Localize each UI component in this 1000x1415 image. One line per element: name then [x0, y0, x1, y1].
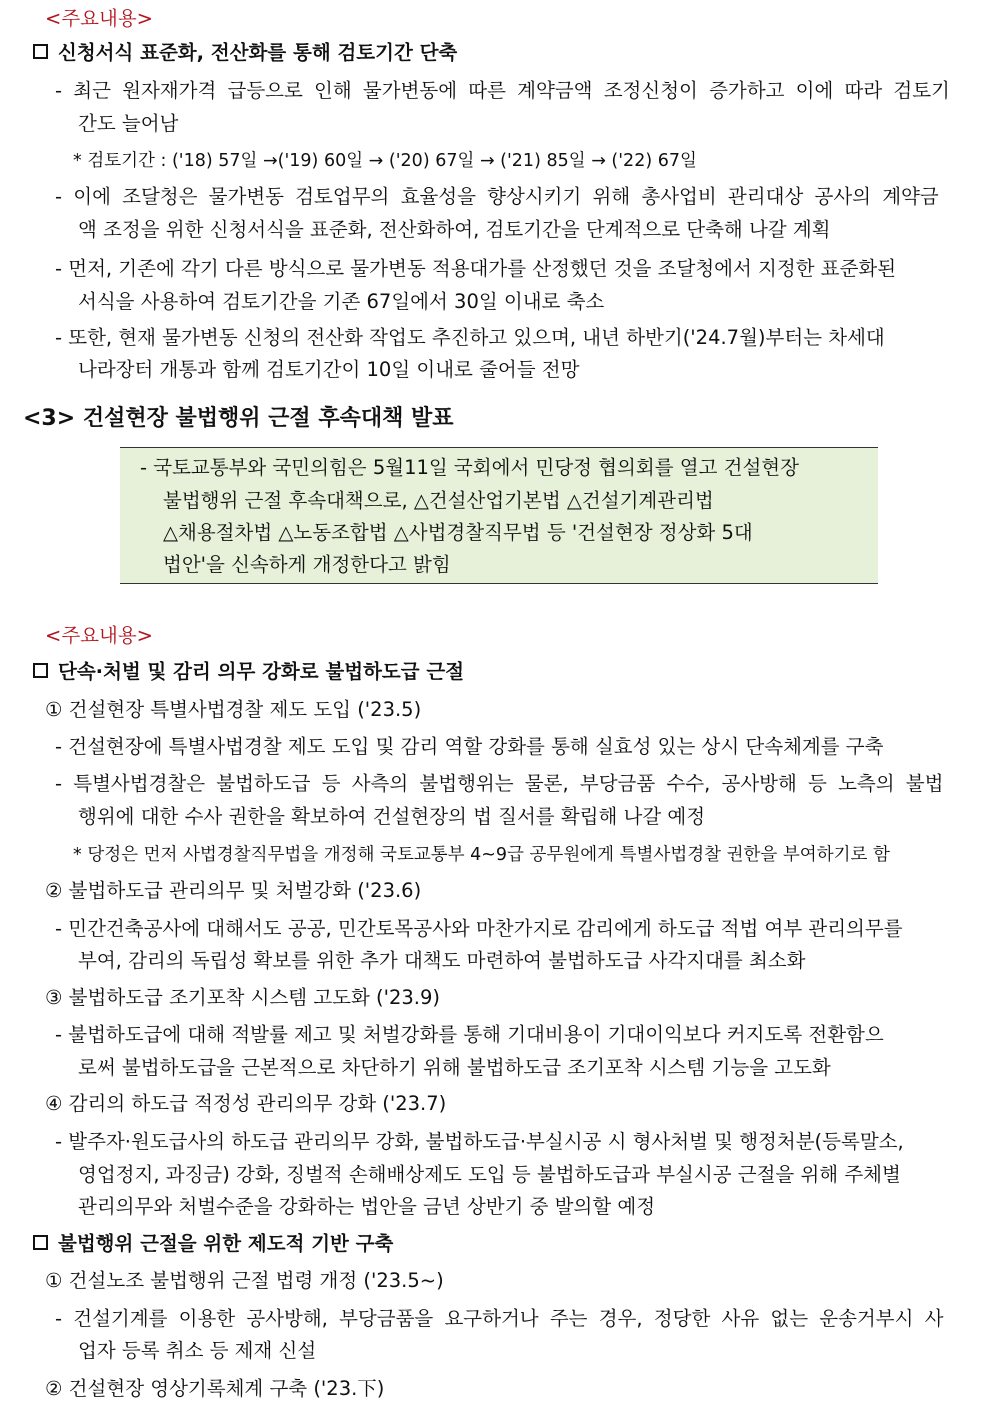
bullet-heading	[33, 40, 457, 66]
text-line: - 건설기계를 이용한 공사방해, 부당금품을 요구하거나 주는 경우, 정당한 사유 없는 운송거부시 사	[55, 1307, 944, 1330]
text-line: 액 조정을 위한 신청서식을 표준화, 전산화하여, 검토기간을 단계적으로 단축해 나갈 계획	[78, 218, 831, 241]
numbered-item: ④ 감리의 하도급 적정성 관리의무 강화 ('23.7)	[45, 1092, 447, 1115]
bullet-title: 단속·처벌 및 감리 의무 강화로 불법하도급 근절	[58, 660, 465, 683]
bullet-title: 신청서식 표준화, 전산화를 통해 검토기간 단축	[58, 41, 458, 64]
text-line: 영업정지, 과징금) 강화, 징벌적 손해배상제도 도입 등 불법하도급과 부실시공 근절을 위해 주체별	[78, 1163, 901, 1186]
text-line: - 이에 조달청은 물가변동 검토업무의 효율성을 향상시키기 위해 총사업비 관리대상 공사의 계약금	[55, 185, 939, 208]
text-line: 나라장터 개통과 함께 검토기간이 10일 이내로 줄어들 전망	[78, 358, 580, 381]
bullet-heading	[33, 1231, 393, 1257]
text-line: - 민간건축공사에 대해서도 공공, 민간토목공사와 마찬가지로 감리에게 하도급 적법 여부 관리의무를	[55, 917, 903, 940]
footnote-line: * 검토기간 : ('18) 57일 →('19) 60일 → ('20) 67일 → ('21) 85일 → ('22) 67일	[73, 151, 697, 171]
text-line: 관리의무와 처벌수준을 강화하는 법안을 금년 상반기 중 발의할 예정	[78, 1195, 656, 1218]
text-line: 부여, 감리의 독립성 확보를 위한 추가 대책도 마련하여 불법하도급 사각지대를 최소화	[78, 949, 806, 972]
text-line: 로써 불법하도급을 근본적으로 차단하기 위해 불법하도급 조기포착 시스템 기능을 고도화	[78, 1056, 831, 1079]
summary-line: 불법행위 근절 후속대책으로, △건설산업기본법 △건설기계관리법	[163, 489, 714, 512]
square-bullet-icon	[33, 1235, 48, 1250]
square-bullet-icon	[33, 44, 48, 59]
text-line: - 특별사법경찰은 불법하도급 등 사측의 불법행위는 물론, 부당금품 수수, 공사방해 등 노측의 불법	[55, 772, 944, 795]
summary-line: △채용절차법 △노동조합법 △사법경찰직무법 등 '건설현장 정상화 5대	[163, 521, 753, 544]
numbered-item: ③ 불법하도급 조기포착 시스템 고도화 ('23.9)	[45, 986, 441, 1009]
text-line: 서식을 사용하여 검토기간을 기존 67일에서 30일 이내로 축소	[78, 290, 605, 313]
text-line: - 먼저, 기존에 각기 다른 방식으로 물가변동 적용대가를 산정했던 것을 조달청에서 지정한 표준화된	[55, 257, 897, 280]
bullet-heading	[33, 659, 464, 685]
text-line: - 발주자·원도급사의 하도급 관리의무 강화, 불법하도급·부실시공 시 형사처벌 및 행정처분(등록말소,	[55, 1130, 904, 1153]
main-content-heading: <주요내용>	[45, 624, 154, 647]
numbered-item: ① 건설현장 특별사법경찰 제도 도입 ('23.5)	[45, 698, 422, 721]
text-line: - 또한, 현재 물가변동 신청의 전산화 작업도 추진하고 있으며, 내년 하반기('24.7월)부터는 차세대	[55, 326, 885, 349]
main-content-heading: <주요내용>	[45, 7, 154, 30]
numbered-item: ② 불법하도급 관리의무 및 처벌강화 ('23.6)	[45, 879, 422, 902]
text-line: - 최근 원자재가격 급등으로 인해 물가변동에 따른 계약금액 조정신청이 증가하고 이에 따라 검토기	[55, 79, 950, 102]
text-line: 행위에 대한 수사 권한을 확보하여 건설현장의 법 질서를 확립해 나갈 예정	[78, 805, 706, 828]
text-line: - 불법하도급에 대해 적발률 제고 및 처벌강화를 통해 기대비용이 기대이익보다 커지도록 전환함으	[55, 1023, 884, 1046]
text-line: - 건설현장에 특별사법경찰 제도 도입 및 감리 역할 강화를 통해 실효성 있는 상시 단속체계를 구축	[55, 735, 884, 758]
summary-line: - 국토교통부와 국민의힘은 5월11일 국회에서 민당정 협의회를 열고 건설현장	[140, 456, 799, 479]
square-bullet-icon	[33, 663, 48, 678]
bullet-title: 불법행위 근절을 위한 제도적 기반 구축	[58, 1232, 394, 1255]
text-line: 간도 늘어남	[78, 112, 179, 135]
text-line: 업자 등록 취소 등 제재 신설	[78, 1339, 317, 1362]
numbered-item: ① 건설노조 불법행위 근절 법령 개정 ('23.5~)	[45, 1269, 444, 1292]
summary-line: 법안'을 신속하게 개정한다고 밝힘	[163, 553, 451, 576]
section-title: <3> 건설현장 불법행위 근절 후속대책 발표	[23, 406, 454, 431]
footnote-line: * 당정은 먼저 사법경찰직무법을 개정해 국토교통부 4~9급 공무원에게 특별사법경찰 권한을 부여하기로 함	[73, 845, 890, 865]
numbered-item: ② 건설현장 영상기록체계 구축 ('23.下)	[45, 1377, 385, 1400]
